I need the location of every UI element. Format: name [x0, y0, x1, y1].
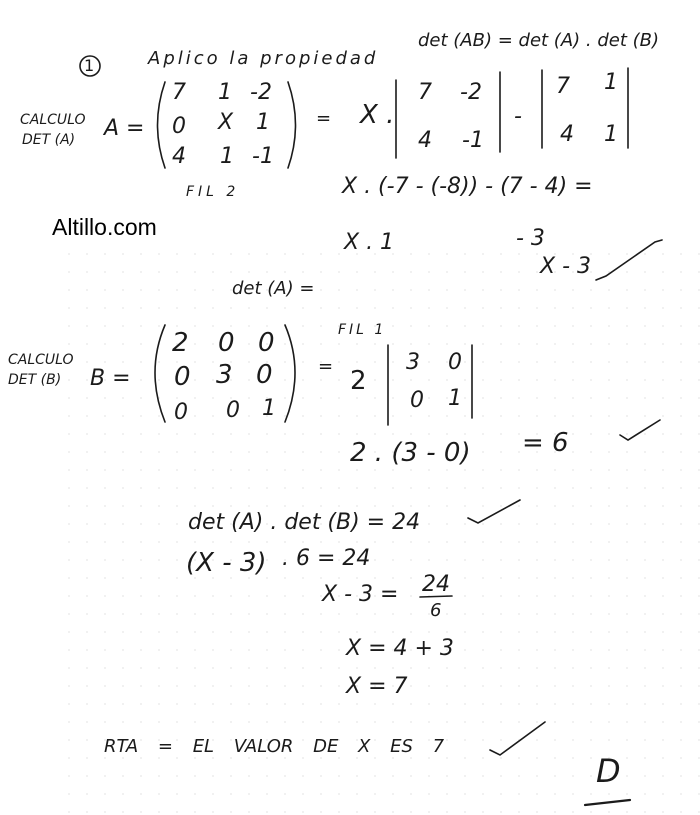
matrix-b-cell: 0 — [218, 328, 235, 358]
matrix-a-left-paren — [158, 82, 166, 168]
minor-b-cell: 3 — [406, 350, 420, 375]
minor-b-cell: 1 — [448, 386, 462, 411]
det-a-result: X - 3 — [540, 254, 591, 279]
initial-underline — [585, 800, 630, 805]
matrix-a-right-paren — [288, 82, 296, 168]
solve-line-2-left: (X - 3) — [186, 548, 267, 578]
side-label-a-1: CALCULO — [20, 112, 86, 128]
solve-line-4: X = 4 + 3 — [346, 636, 454, 661]
intro-text: Aplico la propiedad — [148, 48, 379, 69]
minor-1-cell: 7 — [418, 80, 432, 105]
solve-line-3-left: X - 3 = — [322, 582, 399, 607]
fraction-numerator: 24 — [422, 572, 450, 597]
matrix-b-cell: 0 — [258, 328, 275, 358]
solve-line-1: det (A) . det (B) = 24 — [188, 510, 421, 535]
minor-1-cell: -1 — [462, 128, 484, 153]
matrix-b-left-paren — [155, 325, 165, 422]
side-label-b-1: CALCULO — [8, 352, 74, 368]
watermark: Altillo.com — [52, 214, 157, 240]
matrix-b-cell: 0 — [174, 362, 191, 392]
matrix-b-cell: 1 — [262, 396, 276, 421]
matrix-b-cell: 0 — [256, 360, 273, 390]
minor-1-cell: 4 — [418, 128, 432, 153]
det-a-label: det (A) = — [232, 278, 315, 299]
matrix-a-cell: 7 — [172, 80, 186, 105]
equals-sign-a: = — [316, 108, 332, 129]
solve-line-2-right: . 6 = 24 — [282, 546, 371, 571]
side-label-b-2: DET (B) — [8, 372, 62, 388]
matrix-b-cell: 2 — [172, 328, 189, 358]
matrix-b-cell: 0 — [174, 400, 188, 425]
matrix-a-cell: 4 — [172, 144, 186, 169]
minor-b-cell: 0 — [448, 350, 462, 375]
det-b-step-1: 2 . (3 - 0) — [350, 438, 471, 468]
minor-b-cell: 0 — [410, 388, 424, 413]
minor-2-cell: 4 — [560, 122, 574, 147]
factor-2: 2 — [350, 366, 367, 396]
check-mark-answer — [490, 722, 545, 755]
check-mark-det-b — [620, 420, 660, 440]
matrix-a-cell: 1 — [218, 80, 232, 105]
equals-sign-b: = — [318, 356, 334, 377]
minor-2-cell: 1 — [604, 122, 618, 147]
row-note-a: FIL 2 — [186, 184, 240, 200]
minor-2-cell: 1 — [604, 70, 618, 95]
matrix-a-cell: -2 — [250, 80, 272, 105]
matrix-a-cell: X — [218, 110, 234, 135]
initials-signature: D — [596, 752, 621, 790]
matrix-a-name: A = — [104, 116, 145, 141]
det-b-result: = 6 — [522, 428, 569, 458]
det-a-step-1: X . (-7 - (-8)) - (7 - 4) = — [342, 174, 593, 199]
problem-number: 1 — [84, 56, 95, 75]
minor-1-cell: -2 — [460, 80, 482, 105]
property-formula: det (AB) = det (A) . det (B) — [418, 30, 659, 51]
matrix-b-cell: 3 — [216, 360, 233, 390]
matrix-a-cell: 1 — [256, 110, 270, 135]
check-mark-det-a — [596, 240, 662, 280]
solve-line-5: X = 7 — [346, 674, 408, 699]
det-a-step-2-left: X . 1 — [344, 230, 395, 255]
matrix-b-name: B = — [90, 366, 131, 391]
minor-2-cell: 7 — [556, 74, 570, 99]
matrix-a-cell: 0 — [172, 114, 186, 139]
minor-minus: - — [514, 104, 522, 129]
check-mark-product — [468, 500, 520, 523]
matrix-a-cell: -1 — [252, 144, 274, 169]
matrix-a-cell: 1 — [220, 144, 234, 169]
row-note-b: FIL 1 — [338, 322, 387, 338]
matrix-b-cell: 0 — [226, 398, 240, 423]
det-a-step-2-right: - 3 — [516, 226, 545, 251]
cofactor-x: X . — [360, 100, 395, 130]
answer-text: RTA = EL VALOR DE X ES 7 — [104, 736, 445, 757]
matrix-b-right-paren — [285, 325, 295, 422]
fraction-denominator: 6 — [430, 600, 442, 621]
side-label-a-2: DET (A) — [22, 132, 76, 148]
